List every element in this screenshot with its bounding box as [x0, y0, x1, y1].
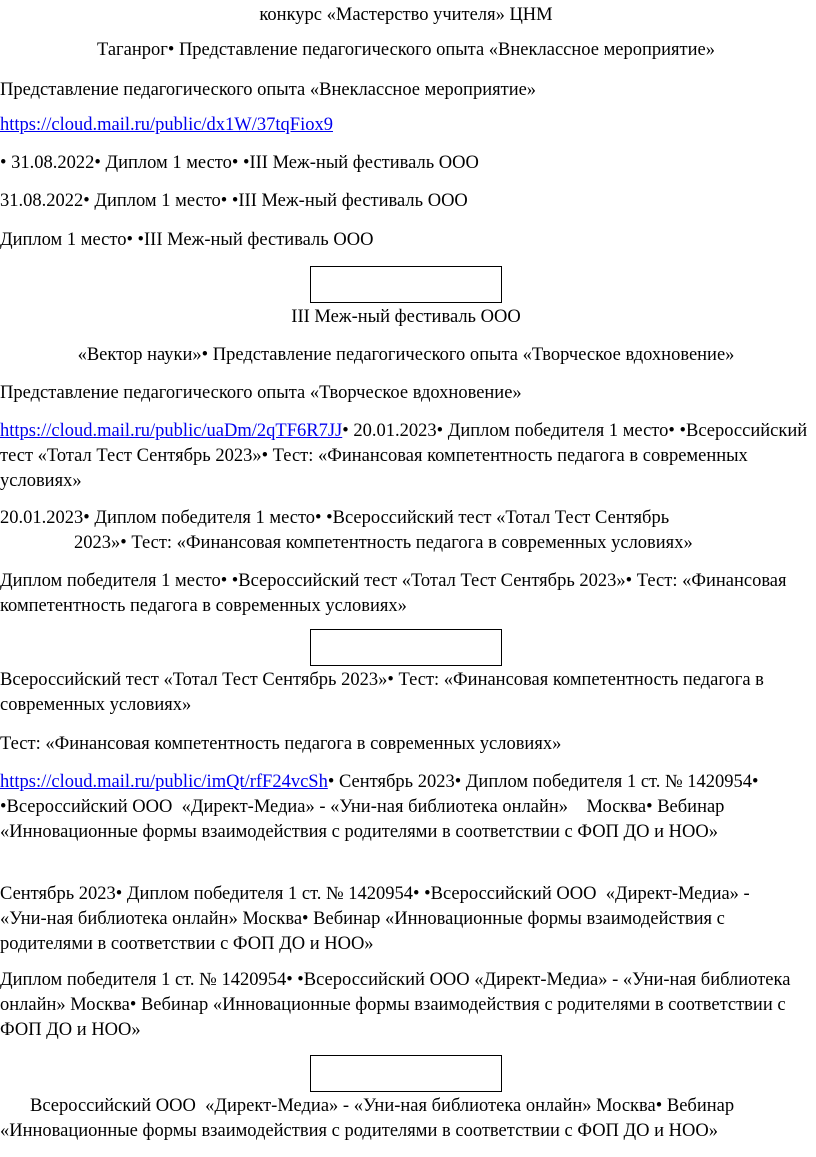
diploma-2a-line-2: 2023»• Тест: «Финансовая компетентность педагога в современных условиях»	[74, 533, 693, 553]
paragraph-festival: III Меж-ный фестиваль ООО	[291, 307, 521, 327]
paragraph-link-1	[0, 113, 812, 138]
paragraph-september-2: Диплом победителя 1 ст. № 1420954• •Всероссийский ООО «Директ-Медиа» - «Уни-ная библиотека онлайн» Москва• Вебинар «Инновационные формы взаимодействия с родителями в соответствии с ФОП ДО и НОО»	[0, 970, 791, 1040]
paragraph-representation-1: Представление педагогического опыта «Внеклассное мероприятие»	[0, 80, 537, 100]
paragraph-taganrog: Таганрог• Представление педагогического опыта «Внеклассное мероприятие»	[97, 40, 715, 60]
paragraph-direct-media: Всероссийский ООО «Директ-Медиа» - «Уни-ная библиотека онлайн» Москва• Вебинар «Инновационные формы взаимодействия с родителями в соответствии с ФОП ДО и НОО»	[0, 1096, 739, 1141]
paragraph-representation-2: Представление педагогического опыта «Творческое вдохновение»	[0, 383, 522, 403]
paragraph-link-2	[0, 419, 812, 494]
paragraph-total-test: Всероссийский тест «Тотал Тест Сентябрь 2023»• Тест: «Финансовая компетентность педагога в современных условиях»	[0, 670, 764, 715]
paragraph-diploma-1b: 31.08.2022• Диплом 1 место• •III Меж-ный фестиваль ООО	[0, 191, 468, 211]
image-placeholder-2	[310, 629, 502, 666]
paragraph-diploma-1a: • 31.08.2022• Диплом 1 место• •III Меж-ный фестиваль ООО	[0, 153, 479, 173]
paragraph-september-1: Сентябрь 2023• Диплом победителя 1 ст. № 1420954• •Всероссийский ООО «Директ-Медиа» - «Уни-ная библиотека онлайн» Москва• Вебинар «Инновационные формы взаимодействия с родителями в соответствии с ФОП ДО и НОО»	[0, 884, 769, 954]
cloud-link-3[interactable]: https://cloud.mail.ru/public/imQt/rfF24vcSh	[0, 772, 328, 792]
cloud-link-1[interactable]: https://cloud.mail.ru/public/dx1W/37tqFiox9	[0, 115, 333, 135]
paragraph-diploma-2a	[0, 506, 812, 556]
cloud-link-2[interactable]: https://cloud.mail.ru/public/uaDm/2qTF6R7JJ	[0, 421, 343, 441]
document-heading: конкурс «Мастерство учителя» ЦНМ	[259, 5, 553, 25]
paragraph-test: Тест: «Финансовая компетентность педагога в современных условиях»	[0, 734, 562, 754]
link-3-text: • Сентябрь 2023• Диплом победителя 1 ст. № 1420954• •Всероссийский ООО «Директ-Медиа» - «Уни-ная библиотека онлайн» Москва• Вебинар «Инновационные формы взаимодействия с родителями в соответствии с ФОП ДО и НОО»	[0, 772, 764, 842]
paragraph-diploma-2b: Диплом победителя 1 место• •Всероссийский тест «Тотал Тест Сентябрь 2023»• Тест: «Финансовая компетентность педагога в современных условиях»	[0, 571, 787, 616]
link-2-text: • 20.01.2023• Диплом победителя 1 место• •Всероссийский тест «Тотал Тест Сентябрь 2023»• Тест: «Финансовая компетентность педагога в современных условиях»	[0, 421, 808, 491]
image-placeholder-3	[310, 1055, 502, 1092]
paragraph-link-3	[0, 770, 812, 845]
image-placeholder-1	[310, 266, 502, 303]
paragraph-diploma-1c: Диплом 1 место• •III Меж-ный фестиваль ООО	[0, 230, 374, 250]
paragraph-vector-nauki: «Вектор науки»• Представление педагогического опыта «Творческое вдохновение»	[77, 345, 735, 365]
diploma-2a-line-1: 20.01.2023• Диплом победителя 1 место• •Всероссийский тест «Тотал Тест Сентябрь	[0, 508, 670, 528]
